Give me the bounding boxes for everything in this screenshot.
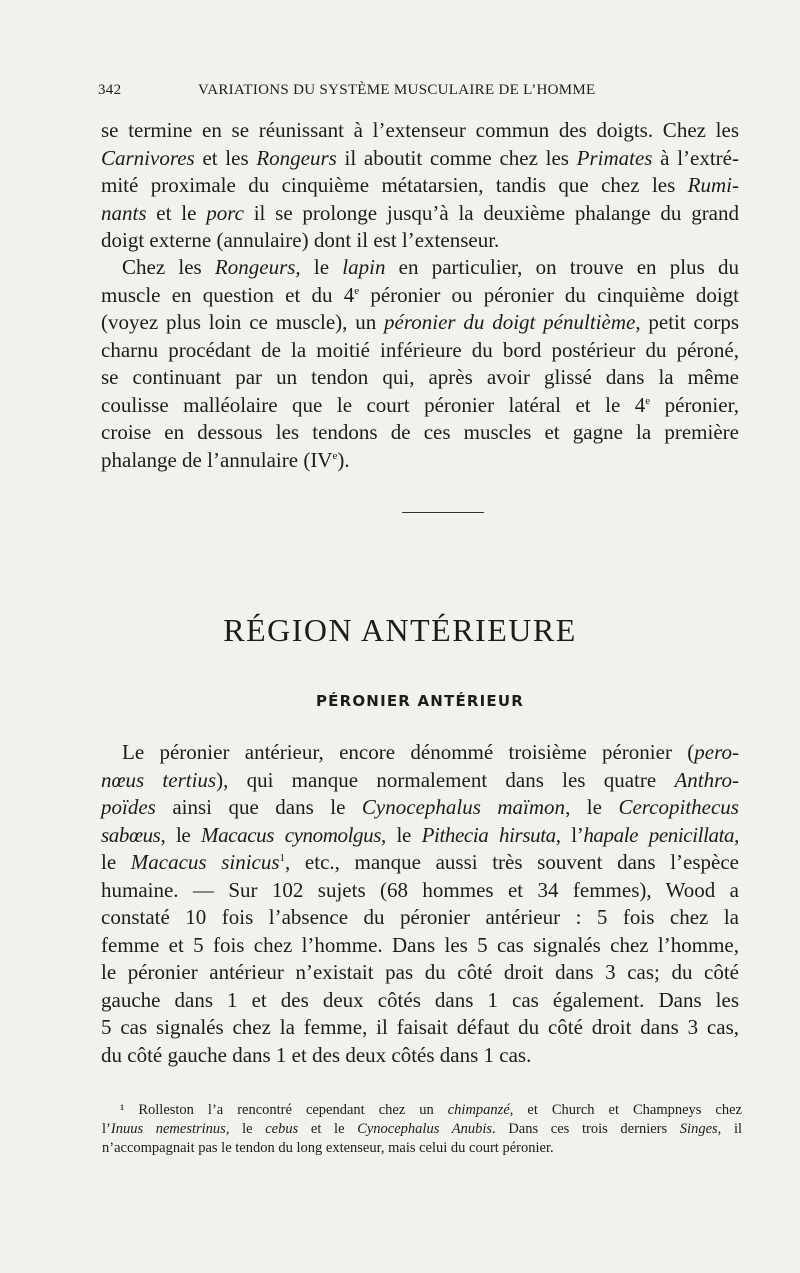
footnote-line: n’accompagnait pas le tendon du long extenseur, mais celui du court péronier. — [102, 1140, 554, 1156]
text-line: muscle en question et du 4e péronier ou péronier du cinquième doigt — [101, 282, 740, 307]
page-number: 342 — [98, 82, 122, 98]
text-line: du côté gauche dans 1 et des deux côtés dans 1 cas. — [101, 1042, 532, 1067]
text-line: coulisse malléolaire que le court péronier latéral et le 4e péronier, — [101, 392, 739, 417]
text-line: Le péronier antérieur, encore dénommé troisième péronier (pero- — [122, 740, 739, 764]
text-line: constaté 10 fois l’absence du péronier antérieur : 5 fois chez la — [101, 905, 739, 929]
text-line: nœus tertius), qui manque normalement dans les quatre Anthro- — [101, 767, 739, 792]
text-line: poïdes ainsi que dans le Cynocephalus maïmon, le Cercopithecus — [101, 795, 739, 819]
text-line: doigt externe (annulaire) dont il est l’extenseur. — [101, 228, 500, 252]
section-subtitle: PÉRONIER ANTÉRIEUR — [315, 692, 525, 710]
text-line: nants et le porc il se prolonge jusqu’à la deuxième phalange du grand — [101, 200, 740, 225]
text-line: Chez les Rongeurs, le lapin en particulier, on trouve en plus du — [122, 255, 739, 279]
text-line: se termine en se réunissant à l’extenseur commun des doigts. Chez les — [101, 118, 739, 142]
text-line: se continuant par un tendon qui, après avoir glissé dans la même — [101, 365, 739, 389]
text-line: (voyez plus loin ce muscle), un péronier du doigt pénultième, petit corps — [101, 310, 740, 334]
text-line: Carnivores et les Rongeurs il aboutit comme chez les Primates à l’extré- — [101, 145, 739, 170]
text-line: charnu procédant de la moitié inférieure du bord postérieur du péroné, — [101, 337, 739, 362]
text-line: femme et 5 fois chez l’homme. Dans les 5 cas signalés chez l’homme, — [101, 932, 739, 957]
section-divider — [402, 512, 484, 513]
footnote — [102, 1101, 742, 1158]
text-line: phalange de l’annulaire (IVe). — [101, 447, 350, 472]
text-line: mité proximale du cinquième métatarsien, tandis que chez les Rumi- — [101, 173, 739, 197]
text-line: sabœus, le Macacus cynomolgus, le Pithecia hirsuta, l’hapale penicillata, — [101, 822, 740, 847]
text-line: gauche dans 1 et des deux côtés dans 1 cas également. Dans les — [101, 987, 739, 1012]
paragraph-3 — [101, 739, 739, 1069]
text-line: croise en dessous les tendons de ces muscles et gagne la première — [101, 420, 739, 444]
paragraph-2 — [101, 254, 739, 474]
footnote-line: ¹ Rolleston l’a rencontré cependant chez un chimpanzé, et Church et Champneys chez — [120, 1102, 742, 1118]
text-line: le péronier antérieur n’existait pas du côté droit dans 3 cas; du côté — [101, 960, 739, 984]
text-line: le Macacus sinicus$^1$, etc., manque aussi très souvent dans l’espèce — [101, 850, 739, 874]
running-title: VARIATIONS DU SYSTÈME MUSCULAIRE DE L’HOMME — [198, 82, 596, 98]
section-title: RÉGION ANTÉRIEURE — [223, 612, 577, 648]
text-line: 5 cas signalés chez la femme, il faisait défaut du côté droit dans 3 cas, — [101, 1015, 739, 1039]
paragraph-1 — [101, 117, 739, 255]
text-line: humaine. — Sur 102 sujets (68 hommes et 34 femmes), Wood a — [101, 877, 739, 902]
footnote-line: l’Inuus nemestrinus, le cebus et le Cynocephalus Anubis. Dans ces trois derniers Singes, il — [102, 1121, 743, 1137]
